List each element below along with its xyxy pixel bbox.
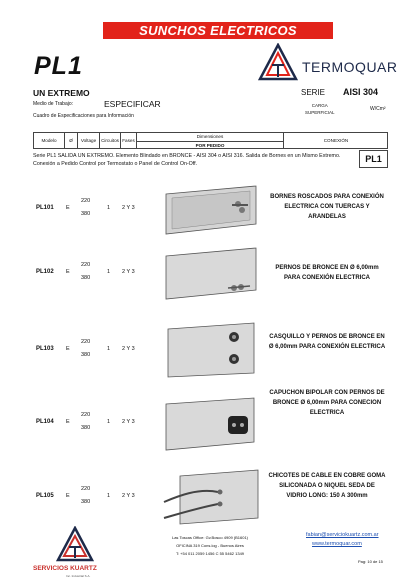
row-circuits: 1 (107, 346, 111, 352)
table-row (33, 391, 388, 454)
row-circuits: 1 (107, 269, 111, 275)
heater-plate-cap-image (158, 394, 262, 452)
row-voltage-380: 380 (81, 352, 91, 358)
row-e: E (66, 493, 70, 499)
row-voltage-220: 220 (81, 262, 91, 268)
carga-unit: W/Cm² (370, 106, 386, 112)
col-voltage: Voltage (78, 133, 100, 148)
table-row (33, 177, 388, 240)
table-header (33, 132, 388, 149)
row-connection: CAPUCHON BIPOLAR CON PERNOS DE BRONCE Ø 6,00mm PARA CONECION ELECTRICA (269, 390, 385, 416)
address-line: OFICINA 319 Cons.log - Buenos Aires (176, 543, 244, 548)
table-row (33, 318, 388, 381)
row-code: PL101 (36, 205, 54, 211)
footer-slogan: Inc. Industrial S.A. (66, 574, 91, 578)
row-code: PL104 (36, 419, 54, 425)
carga-label-line1: CARGA (311, 103, 328, 108)
section-banner: SUNCHOS ELECTRICOS (103, 22, 333, 39)
table-row (33, 465, 388, 528)
col-dimensiones (137, 133, 284, 148)
row-e: E (66, 269, 70, 275)
dimensiones-label: Dimensiones (196, 134, 224, 139)
row-connection: BORNES ROSCADOS PARA CONEXIÓN ELECTRICA CON TUERCAS Y ARANDELAS (270, 194, 384, 220)
row-voltage-380: 380 (81, 211, 91, 217)
subtitle: UN EXTREMO (33, 88, 90, 98)
footer-address (150, 534, 270, 558)
heater-plate-bushing-image (158, 321, 262, 379)
heater-plate-leads-image (158, 468, 262, 526)
col-fases: Fases (121, 133, 137, 148)
row-voltage-380: 380 (81, 499, 91, 505)
brand-name: TERMOQUAR (302, 59, 398, 75)
row-phases: 2 Y 3 (122, 346, 135, 352)
col-diam: Ø (65, 133, 78, 148)
page-number: Pag: 10 de 15 (358, 559, 383, 564)
col-circuitos: Circuitos (100, 133, 121, 148)
row-circuits: 1 (107, 419, 111, 425)
table-row (33, 241, 388, 304)
carga-label (305, 102, 335, 116)
termoquar-logo-icon (258, 43, 298, 83)
row-circuits: 1 (107, 205, 111, 211)
series-code: PL1 (359, 150, 388, 168)
address-line: Las Toscas Office: Gv.Bosco 4909 (B1601) (171, 535, 249, 540)
medio-value: ESPECIFICAR (104, 99, 161, 109)
row-circuits: 1 (107, 493, 111, 499)
row-code: PL105 (36, 493, 54, 499)
cuadro-note: Cuadro de Especificaciones para Información (33, 113, 134, 119)
footer-web-link[interactable]: www.termoquar.com (312, 541, 362, 547)
footer-email-link[interactable]: fabian@serviciokuartz.com.ar (306, 532, 379, 538)
row-connection: CASQUILLO Y PERNOS DE BRONCE EN Ø 6,00mm PARA CONEXIÓN ELECTRICA (268, 334, 386, 350)
address-line: T: +54 011 2059 1456 C 55 5462 1349 (175, 551, 245, 556)
row-phases: 2 Y 3 (122, 419, 135, 425)
col-modelo: Modelo (34, 133, 65, 148)
row-voltage-220: 220 (81, 486, 91, 492)
medio-label: Medio de Trabajo: (33, 101, 74, 107)
row-voltage-380: 380 (81, 425, 91, 431)
row-phases: 2 Y 3 (122, 493, 135, 499)
serie-value: AISI 304 (343, 87, 379, 97)
row-code: PL103 (36, 346, 54, 352)
row-e: E (66, 419, 70, 425)
row-voltage-220: 220 (81, 412, 91, 418)
model-title: PL1 (34, 52, 83, 80)
footer-company: SERVICIOS KUARTZ (33, 565, 97, 572)
row-e: E (66, 205, 70, 211)
heater-plate-pins-image (158, 244, 262, 302)
row-connection: PERNOS DE BRONCE EN Ø 6,00mm PARA CONEXIÓN ELECTRICA (275, 265, 379, 281)
por-pedido-label: POR PEDIDO (137, 141, 283, 149)
row-connection: CHICOTES DE CABLE EN COBRE GOMA SILICONADA O NIQUEL SEDA DE VIDRIO LONG: 150 A 300mm (268, 473, 386, 499)
heater-plate-bolts-image (158, 180, 262, 238)
row-voltage-220: 220 (81, 339, 91, 345)
serie-label: SERIE (301, 88, 326, 97)
row-code: PL102 (36, 269, 54, 275)
row-phases: 2 Y 3 (122, 269, 135, 275)
row-voltage-380: 380 (81, 275, 91, 281)
col-conexion: CONEXIÓN (323, 138, 349, 143)
row-phases: 2 Y 3 (122, 205, 135, 211)
row-e: E (66, 346, 70, 352)
series-description: Serie PL1 SALIDA UN EXTREMO. Elemento Blindado en BRONCE - AISI 304 o AISI 316. Salida de Bornes en un Mismo Extremo. Conexión a Pedido Control por Termostato o Panel de Control On-Off. (33, 153, 341, 167)
carga-label-line2: SUPERFICIAL (305, 110, 335, 115)
row-voltage-220: 220 (81, 198, 91, 204)
